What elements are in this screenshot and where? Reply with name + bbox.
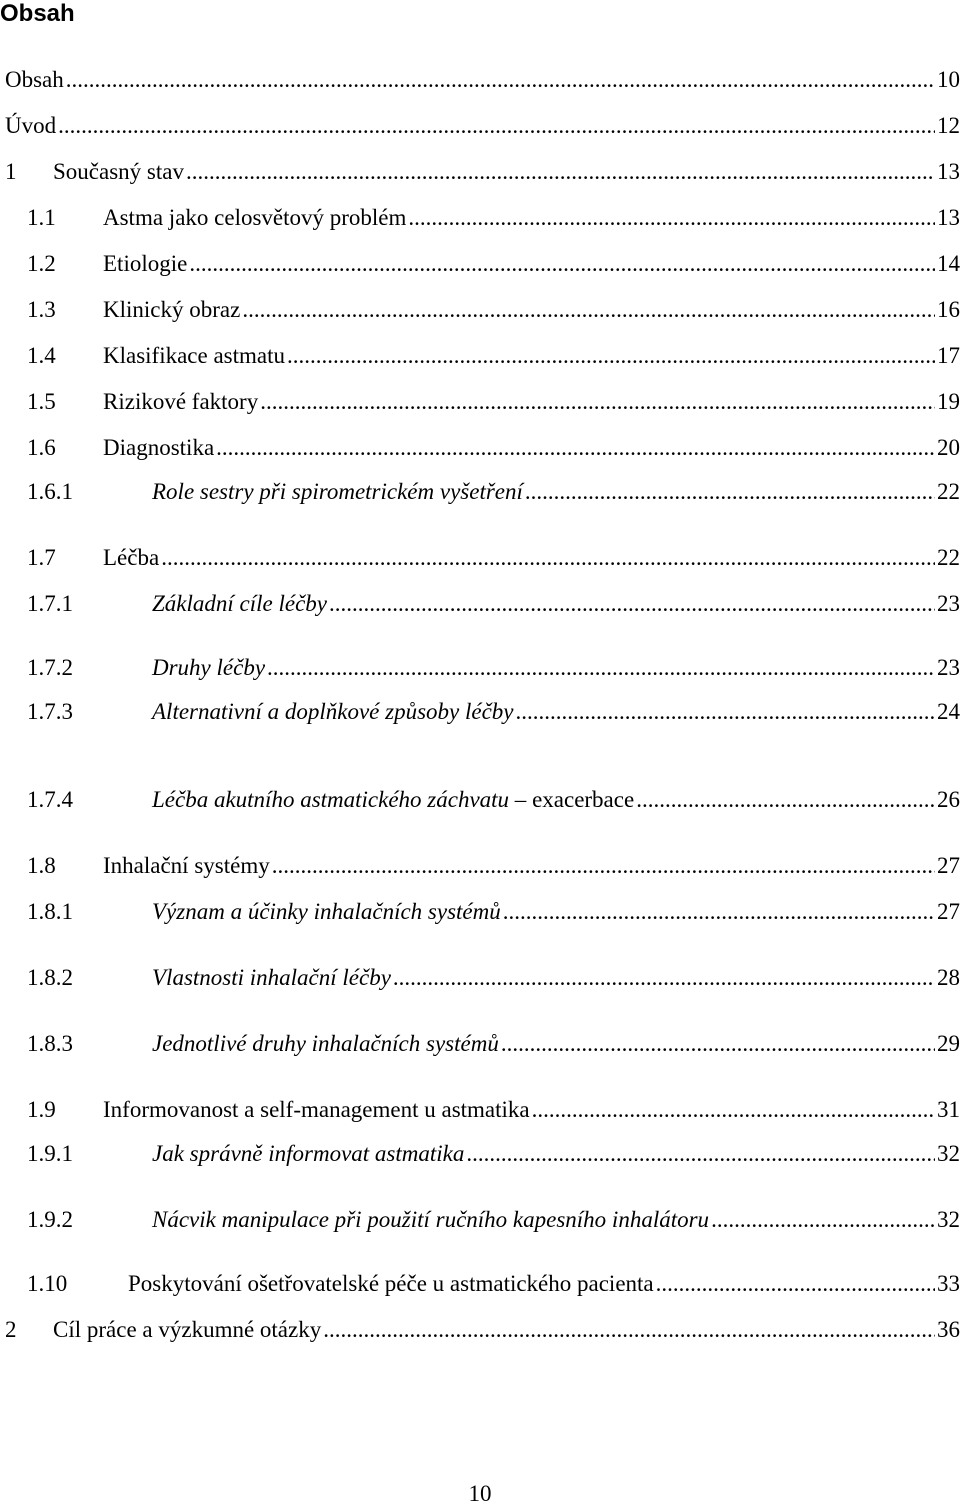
dot-leader: [214, 434, 935, 462]
toc-entry-title-text: Poskytování ošetřovatelské péče u astmatického pacienta: [128, 1271, 654, 1296]
toc-entry-title-text: Význam a účinky inhalačních systémů: [152, 899, 501, 924]
toc-entry-title: [152, 654, 265, 682]
toc-entry[interactable]: [0, 198, 960, 232]
toc-entry-title-text: Etiologie: [103, 251, 188, 276]
toc-entry-page: 23: [937, 655, 960, 680]
toc-entry-page: 10: [937, 67, 960, 92]
toc-entry-number: 1.7.4: [27, 787, 73, 812]
toc-entry-title: [103, 296, 240, 324]
toc-entry-page: 16: [937, 297, 960, 322]
toc-entry-number: 1.8.2: [27, 965, 73, 990]
toc-entry-title-text: Role sestry při spirometrickém vyšetření: [152, 479, 523, 504]
toc-entry-page: 26: [937, 787, 960, 812]
toc-entry-title-text: Léčba: [103, 545, 160, 570]
toc-entry-page: 24: [937, 699, 960, 724]
toc-entry-title: [152, 1206, 709, 1234]
toc-entry-title-text: Alternativní a doplňkové způsoby léčby: [152, 699, 514, 724]
dot-leader: [391, 964, 935, 992]
toc-entry[interactable]: [0, 60, 960, 94]
toc-entry-page: 29: [937, 1031, 960, 1056]
toc-entry-title: [152, 786, 634, 814]
toc-entry-title-text: Diagnostika: [103, 435, 215, 460]
toc-entry[interactable]: [0, 892, 960, 926]
toc-entry-title-text: Informovanost a self-management u astmatika: [103, 1097, 530, 1122]
toc-entry-title: [103, 544, 159, 572]
toc-entry[interactable]: [0, 1200, 960, 1234]
dot-leader: [321, 1316, 935, 1344]
toc-entry-page: 22: [937, 479, 960, 504]
toc-entry-title: [103, 388, 258, 416]
toc-entry-title-text: Klinický obraz: [103, 297, 241, 322]
dot-leader: [530, 1096, 935, 1124]
toc-entry-title: [53, 1316, 321, 1344]
dot-leader: [709, 1206, 935, 1234]
toc-entry-number: 1.7.3: [27, 699, 73, 724]
toc-entry-number: 1.8.1: [27, 899, 73, 924]
toc-entry[interactable]: [0, 382, 960, 416]
toc-entry-title: [152, 478, 523, 506]
toc-entry-title-suffix: exacerbace: [532, 787, 635, 812]
toc-entry-number: 1.8.3: [27, 1031, 73, 1056]
toc-entry-number: 1.9.1: [27, 1141, 73, 1166]
toc-entry-number: 1.6.1: [27, 479, 73, 504]
toc-entry-number: 1: [5, 159, 17, 184]
toc-entry[interactable]: [0, 336, 960, 370]
toc-entry-title: [152, 898, 501, 926]
dot-leader: [159, 544, 935, 572]
toc-entry-page: 36: [937, 1317, 960, 1342]
toc-entry-title-text: Jednotlivé druhy inhalačních systémů: [152, 1031, 499, 1056]
toc-entry-title: [103, 204, 406, 232]
toc-entry-title-text: Astma jako celosvětový problém: [103, 205, 407, 230]
toc-entry[interactable]: [0, 648, 960, 682]
toc-entry-number: 1.7.1: [27, 591, 73, 616]
toc-entry[interactable]: [0, 780, 960, 814]
toc-entry-number: 1.7.2: [27, 655, 73, 680]
toc-entry-page: 23: [937, 591, 960, 616]
dot-leader: [499, 1030, 935, 1058]
toc-entry-page: 31: [937, 1097, 960, 1122]
dot-leader: [654, 1270, 935, 1298]
toc-entry-title: [103, 342, 285, 370]
toc-entry-title-text: Nácvik manipulace při použití ručního kapesního inhalátoru: [152, 1207, 710, 1232]
dot-leader: [258, 388, 935, 416]
toc-entry-title-text: Současný stav: [53, 159, 184, 184]
toc-entry[interactable]: [0, 1024, 960, 1058]
toc-entry-number: 1.9.2: [27, 1207, 73, 1232]
toc-entry[interactable]: [0, 584, 960, 618]
toc-entry[interactable]: [0, 1090, 960, 1124]
toc-entry-number: 1.5: [27, 389, 56, 414]
toc-entry[interactable]: [0, 958, 960, 992]
dot-leader: [265, 654, 935, 682]
toc-entry-title: [103, 250, 187, 278]
toc-entry-title: [152, 1140, 464, 1168]
toc-entry-page: 32: [937, 1141, 960, 1166]
toc-entry-title-text: Cíl práce a výzkumné otázky: [53, 1317, 322, 1342]
dot-leader: [501, 898, 935, 926]
toc-entry-title: [103, 434, 214, 462]
toc-entry-page: 17: [937, 343, 960, 368]
toc-entry-page: 27: [937, 899, 960, 924]
dot-leader: [285, 342, 935, 370]
toc-entry-number: 1.9: [27, 1097, 56, 1122]
toc-entry-page: 22: [937, 545, 960, 570]
toc-entry[interactable]: [0, 538, 960, 572]
toc-entry-number: 2: [5, 1317, 17, 1342]
toc-entry[interactable]: [0, 428, 960, 462]
toc-entry-number: 1.1: [27, 205, 56, 230]
toc-entry-title-text: Inhalační systémy: [103, 853, 270, 878]
toc-entry-title: [128, 1270, 654, 1298]
toc-entry-title: [152, 698, 514, 726]
toc-entry[interactable]: [0, 1310, 960, 1344]
toc-entry-title-text: Rizikové faktory: [103, 389, 259, 414]
toc-entry-number: 1.8: [27, 853, 56, 878]
toc-entry-number: 1.10: [27, 1271, 68, 1296]
toc-entry[interactable]: [0, 152, 960, 186]
dot-leader: [187, 250, 935, 278]
toc-entry-title-text: Obsah: [5, 67, 64, 92]
dot-leader: [327, 590, 935, 618]
toc-entry-number: 1.6: [27, 435, 56, 460]
toc-entry-page: 13: [937, 205, 960, 230]
dot-leader: [240, 296, 935, 324]
toc-entry-number: 1.7: [27, 545, 56, 570]
toc-entry-page: 14: [937, 251, 960, 276]
toc-entry-page: 32: [937, 1207, 960, 1232]
toc-entry-page: 28: [937, 965, 960, 990]
toc-entry-title: [152, 1030, 499, 1058]
dot-leader: [184, 158, 935, 186]
toc-entry-page: 19: [937, 389, 960, 414]
toc-entry-title: [5, 112, 56, 140]
toc-entry-page: 27: [937, 853, 960, 878]
toc-entry-title: [103, 852, 270, 880]
toc-entry-title-text: Léčba akutního astmatického záchvatu –: [152, 787, 533, 812]
toc-entry-number: 1.3: [27, 297, 56, 322]
toc-entry-page: 20: [937, 435, 960, 460]
toc-entry[interactable]: [0, 244, 960, 278]
toc-entry-page: 12: [937, 113, 960, 138]
toc-entry-title-text: Vlastnosti inhalační léčby: [152, 965, 391, 990]
toc-entry[interactable]: [0, 1134, 960, 1168]
toc-entry-title-text: Jak správně informovat astmatika: [152, 1141, 465, 1166]
toc-entry-title: [103, 1096, 530, 1124]
toc-entry-title: [152, 964, 391, 992]
dot-leader: [406, 204, 935, 232]
dot-leader: [270, 852, 935, 880]
toc-entry[interactable]: [0, 106, 960, 140]
dot-leader: [514, 698, 935, 726]
toc-entry-number: 1.4: [27, 343, 56, 368]
toc-entry-title: [152, 590, 327, 618]
toc-entry-title: [5, 66, 64, 94]
dot-leader: [464, 1140, 935, 1168]
dot-leader: [56, 112, 935, 140]
toc-entry-title-text: Úvod: [5, 113, 57, 138]
page-number-footer: 10: [468, 1481, 492, 1506]
toc-entry[interactable]: [0, 1264, 960, 1298]
toc-entry-page: 33: [937, 1271, 960, 1296]
toc-entry-title-text: Druhy léčby: [152, 655, 266, 680]
dot-leader: [523, 478, 935, 506]
toc-entry[interactable]: [0, 290, 960, 324]
toc-entry[interactable]: [0, 692, 960, 726]
toc-entry-title-text: Klasifikace astmatu: [103, 343, 286, 368]
page-heading: Obsah: [0, 0, 75, 27]
dot-leader: [64, 66, 935, 94]
toc-entry[interactable]: [0, 846, 960, 880]
toc-entry-title-text: Základní cíle léčby: [152, 591, 327, 616]
toc-entry-number: 1.2: [27, 251, 56, 276]
toc-entry-title: [53, 158, 184, 186]
toc-entry-page: 13: [937, 159, 960, 184]
dot-leader: [634, 786, 935, 814]
toc-entry[interactable]: [0, 472, 960, 506]
